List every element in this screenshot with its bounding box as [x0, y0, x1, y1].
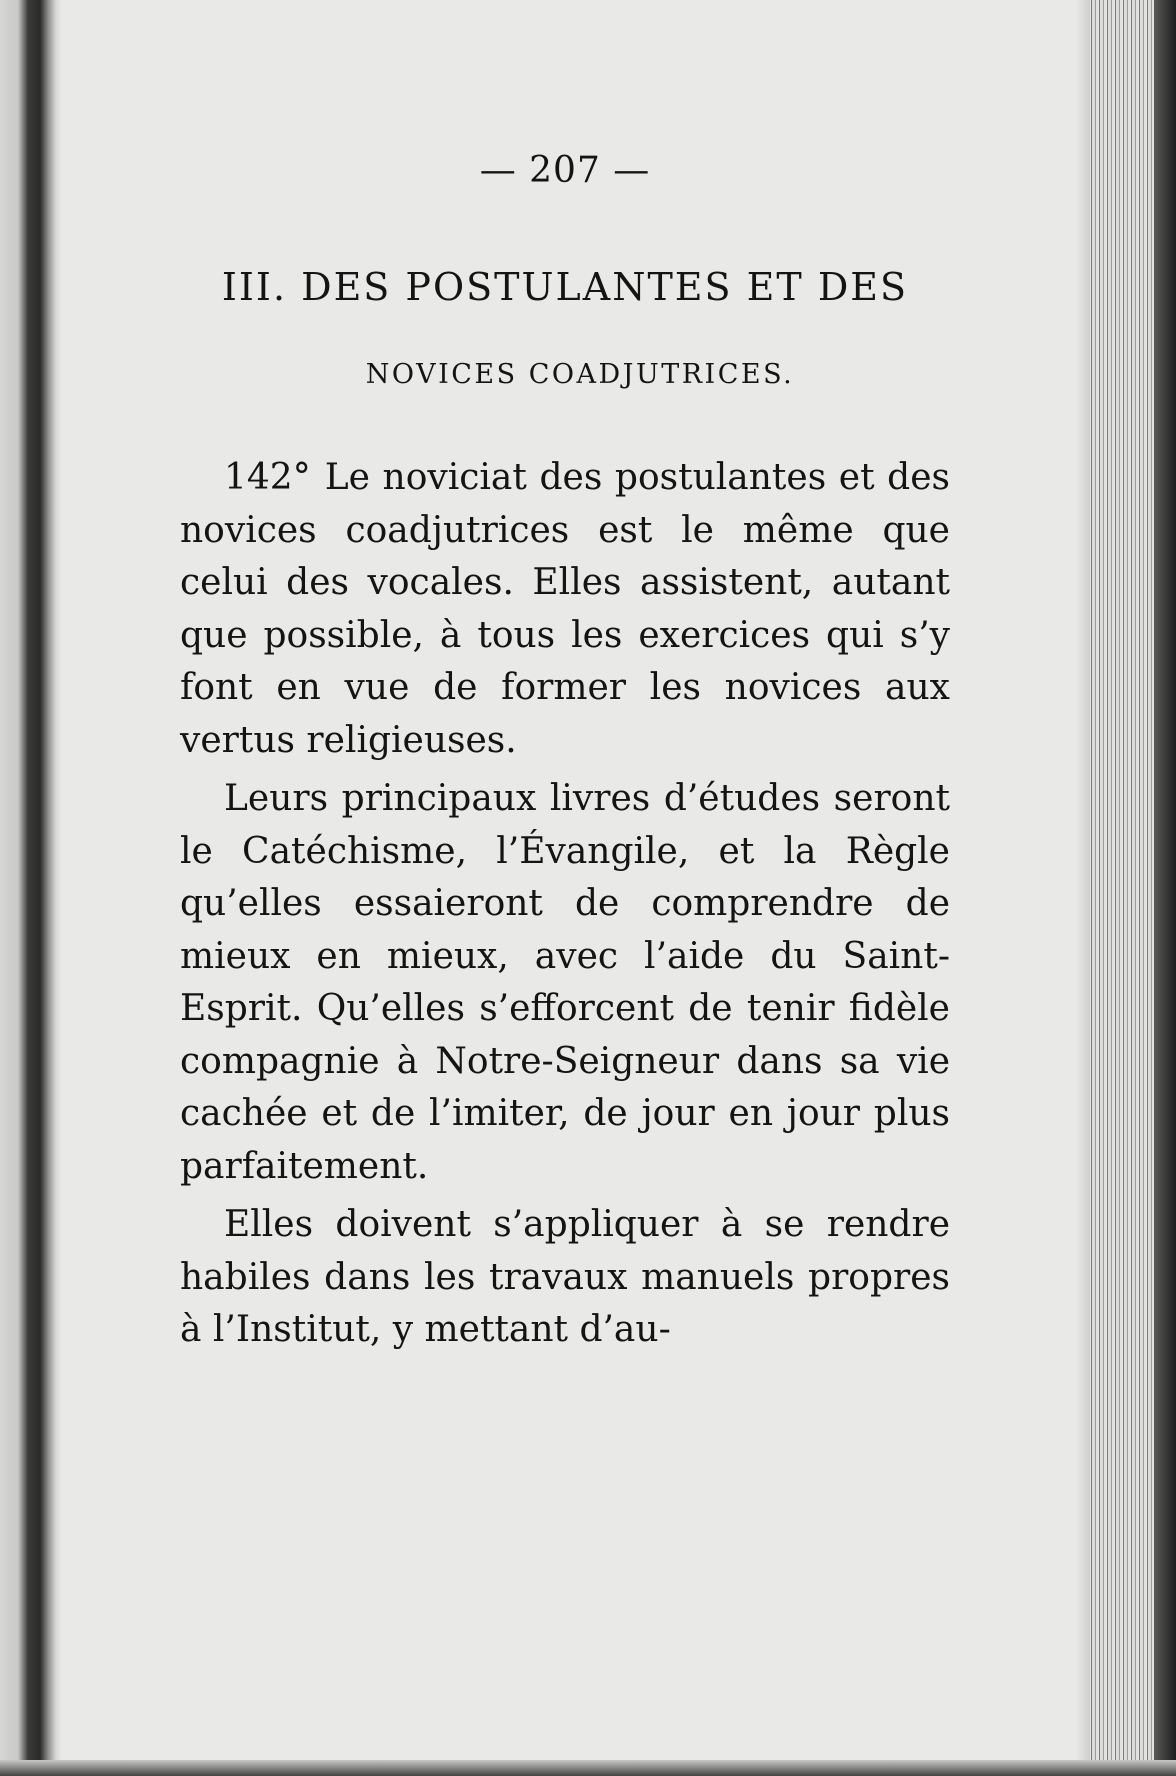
paragraph-1-text: Le noviciat des postulantes et des novices coadjutrices est le même que celui des vocales. Elles assistent, autant que possible, à tous les exercices qui s’y font en vue de former les novices aux vertus religieuses.	[180, 457, 950, 761]
section-heading	[180, 265, 950, 390]
paragraph-2: Leurs principaux livres d’études seront le Catéchisme, l’Évangile, et la Règle qu’elles essaieront de comprendre de mieux en mieux, avec l’aide du Saint-Esprit. Qu’elles s’efforcent de tenir fidèle compagnie à Notre-Seigneur dans sa vie cachée et de l’imiter, de jour en jour plus parfaitement.	[180, 778, 950, 1187]
paragraph-1	[180, 452, 950, 767]
section-heading-line-1: III. DES POSTULANTES ET DES	[221, 265, 909, 309]
book-binding-left	[0, 0, 62, 1776]
body-text	[180, 452, 950, 1357]
page-bottom-edge	[0, 1760, 1176, 1776]
page-edges-right	[1076, 0, 1176, 1776]
page-content	[180, 150, 950, 1363]
page-number: — 207 —	[479, 150, 651, 191]
paragraph-3: Elles doivent s’appliquer à se rendre habiles dans les travaux manuels propres à l’Institut, y mettant d’au-	[180, 1204, 950, 1350]
section-heading-line-2: NOVICES COADJUTRICES.	[365, 359, 795, 390]
article-number: 142°	[224, 457, 311, 498]
